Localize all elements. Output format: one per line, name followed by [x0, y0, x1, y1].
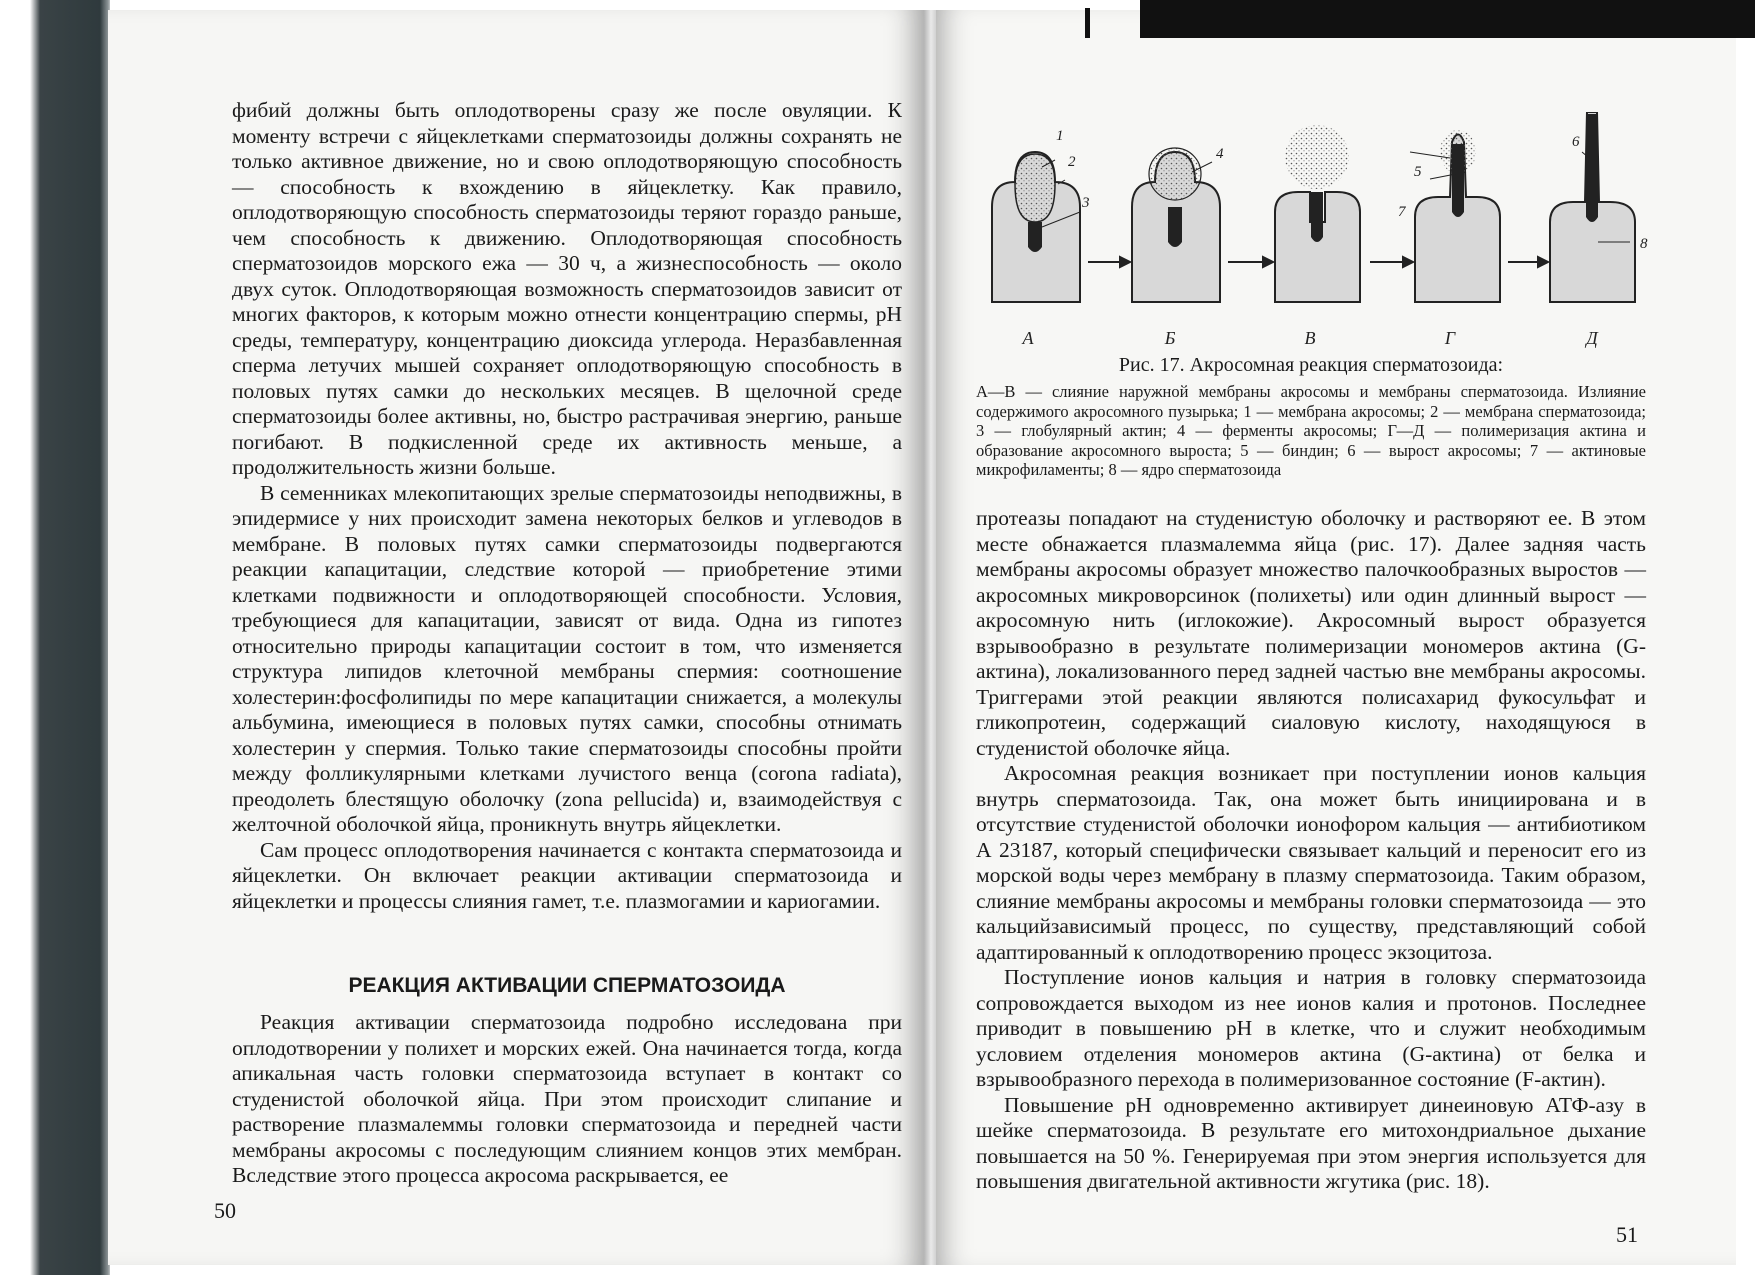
figure-title: Рис. 17. Акросомная реакция сперматозоида: [1118, 354, 1504, 376]
paragraph: протеазы попадают на студенистую оболочку и растворяют ее. В этом месте обнажается плазмалемма яйца (рис. 17). Далее задняя часть мембраны акросомы образует множество палочкообразных выростов — акросомных микроворсинок (полихеты) или один длинный вырост — акросомную нить (иглокожие). Акросомный вырост образуется взрывообразно в результате полимеризации мономеров актина (G-актина), локализованного перед задней частью вне мембраны акросомы. Триггерами этой реакции являются полисахарид фукосульфат и гликопротеин, содержащий сиаловую кислоту, находящуюся в студенистой оболочке яйца. [976, 506, 1646, 760]
panel-label-a: А [1022, 328, 1034, 348]
callout-6: 6 [1572, 134, 1580, 150]
paragraph: В семенниках млекопитающих зрелые сперматозоиды неподвижны, в эпидермисе у них происходит замена некоторых белков и углеводов в мембране. В половых путях самки сперматозоиды подвергаются реакции капацитации, следствие которой — приобретение этими клетками подвижности и оплодотворяющей способности. Условия, требующиеся для капацитации, зависят от вида. Одна из гипотез относительно природы капацитации состоит в том, что изменяется структура липидов клеточной мембраны спермия: соотношение холестерин:фосфолипиды по мере капацитации снижается, а молекулы альбумина, имеющиеся в половых путях самки, способны отнимать холестерин у спермия. Только такие сперматозоиды способны пройти между фолликулярными клетками лучистого венца (corona radiata), преодолеть блестящую оболочку (zona pellucida) и, взаимодействуя с желточной оболочкой яйца, проникнуть внутрь яйцеклетки. [232, 480, 902, 836]
panel-b-drawing [1132, 148, 1220, 302]
figure-caption-text: А—В — слияние наружной мембраны акросомы и мембраны сперматозоида. Излияние содержимого акросомного пузырька; 1 — мембрана акросомы; 2 — мембрана сперматозоида; 3 — глобулярный актин; 4 — ферменты акросомы; Г—Д — полимеризация актина и образование акросомного выроста; 5 — биндин; 6 — вырост акросомы; 7 — актиновые микрофиламенты; 8 — ядро сперматозоида [976, 382, 1646, 479]
panel-label-v: В [1304, 328, 1316, 348]
panel-label-b: Б [1164, 328, 1176, 348]
figure-acrosome-reaction [980, 112, 1660, 352]
left-text-after-heading [232, 1010, 902, 1189]
panel-v-drawing [1275, 125, 1360, 302]
page-number-left: 50 [214, 1198, 236, 1223]
section-heading: РЕАКЦИЯ АКТИВАЦИИ СПЕРМАТОЗОИДА [348, 974, 786, 997]
paragraph: Акросомная реакция возникает при поступлении ионов кальция внутрь сперматозоида. Так, она может быть инициирована и в отсутствие студенистой оболочки ионофором кальция — антибиотиком А 23187, который специфически связывает кальций и переносит его из морской воды через мембрану в плазму сперматозоида. Таким образом, слияние мембраны акросомы и мембраны головки сперматозоида — это кальцийзависимый процесс, по существу, представляющий собой адаптированный к оплодотворению процесс экзоцитоза. [976, 761, 1646, 964]
figure-caption [976, 382, 1646, 480]
callout-1: 1 [1056, 128, 1064, 144]
paragraph: Сам процесс оплодотворения начинается с контакта сперматозоида и яйцеклетки. Он включает реакции активации сперматозоида и яйцеклетки и процессы слияния гамет, т.е. плазмогамии и кариогамии. [232, 837, 902, 913]
callout-4: 4 [1216, 146, 1224, 162]
callout-8: 8 [1640, 236, 1648, 252]
panel-a-drawing [992, 152, 1080, 302]
left-text-column [232, 98, 902, 914]
panel-g-drawing [1415, 130, 1500, 302]
right-text-column [976, 506, 1646, 1195]
panel-label-d: Д [1586, 328, 1598, 348]
paragraph: Повышение pH одновременно активирует динеиновую АТФ-азу в шейке сперматозоида. В результате его митохондриальное дыхание повышается на 50 %. Генерируемая при этом энергия используется для повышения двигательной активности жгутика (рис. 18). [976, 1092, 1646, 1193]
scan-border [1140, 0, 1755, 38]
scan-mark [1085, 8, 1090, 38]
paragraph: фибий должны быть оплодотворены сразу же после овуляции. К моменту встречи с яйцеклетками сперматозоиды должны сохранять не только активное движение, но и свою оплодотворяющую способность — способность к вхождению в яйцеклетку. Как правило, оплодотворяющую способность сперматозоиды теряют гораздо раньше, чем способность к движению. Оплодотворяющая способность сперматозоидов морского ежа — 30 ч, а жизнеспособность — около двух суток. Оплодотворяющая возможность сперматозоидов зависит от многих факторов, к которым можно отнести концентрацию спермы, pH среды, температуру, концентрацию диоксида углерода. Неразбавленная сперма летучих мышей сохраняет оплодотворяющую способность в половых путях самки до нескольких месяцев. В щелочной среде сперматозоиды более активны, но, быстро растрачивая энергию, раньше погибают. В подкисленной среде их активность меньше, а продолжительность жизни больше. [232, 98, 902, 479]
book-edge [0, 0, 110, 1275]
callout-7: 7 [1398, 204, 1406, 220]
paragraph: Поступление ионов кальция и натрия в головку сперматозоида сопровождается выходом из нее ионов калия и протонов. Последнее приводит в повышению pH в клетке, что и служит необходимым условием отделения мономеров актина (G-актина) от белка и взрывообразного перехода в полимеризованное состояние (F-актин). [976, 965, 1646, 1091]
page-number-right: 51 [1616, 1222, 1638, 1247]
paragraph: Реакция активации сперматозоида подробно исследована при оплодотворении у полихет и морских ежей. Она начинается тогда, когда апикальная часть головки сперматозоида вступает в контакт со студенистой оболочкой яйца. При этом происходит слипание и растворение плазмалеммы головки сперматозоида и передней части мембраны акросомы с последующим слиянием концов этих мембран. Вследствие этого процесса акросома раскрывается, ее [232, 1010, 902, 1187]
callout-5: 5 [1414, 164, 1422, 180]
panel-labels [1022, 328, 1600, 348]
callout-2: 2 [1068, 154, 1076, 170]
panel-d-drawing [1550, 112, 1635, 302]
panel-label-g: Г [1444, 328, 1456, 348]
callout-3: 3 [1082, 195, 1090, 211]
